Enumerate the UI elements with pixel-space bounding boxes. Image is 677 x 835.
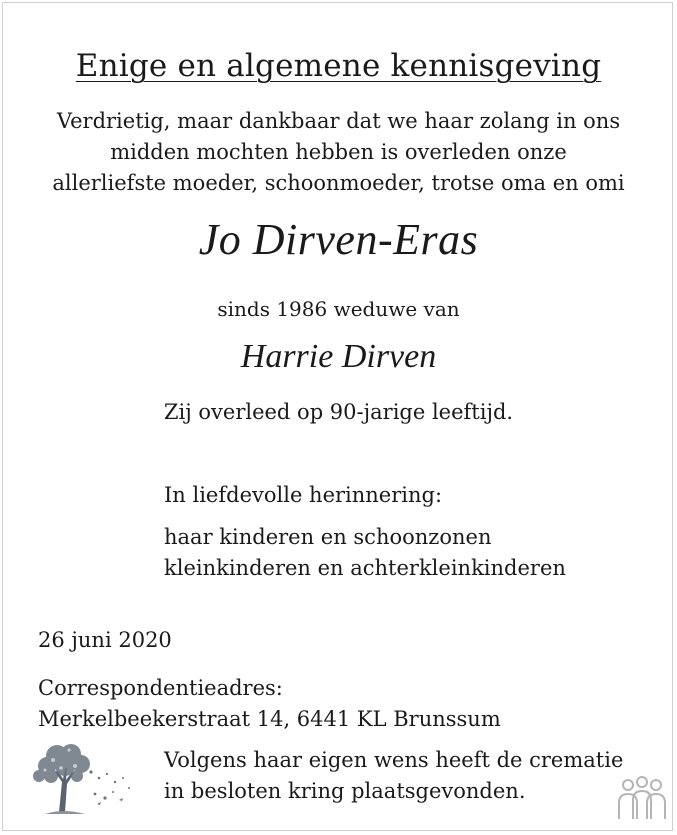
widow-since-text: sinds 1986 weduwe van xyxy=(217,297,460,321)
cremation-line: in besloten kring plaatsgevonden. xyxy=(164,779,526,803)
deceased-name: Jo Dirven-Eras xyxy=(198,215,479,264)
cremation-text xyxy=(164,745,623,807)
address-value: Merkelbeekerstraat 14, 6441 KL Brunssum xyxy=(38,707,501,731)
memory-text: In liefdevolle herinnering: xyxy=(164,483,443,507)
family-line: haar kinderen en schoonzonen xyxy=(164,525,492,549)
family-line: kleinkinderen en achterkleinkinderen xyxy=(164,556,566,580)
address-label: Correspondentieadres: xyxy=(38,676,283,700)
family-list xyxy=(164,522,566,584)
cremation-line: Volgens haar eigen wens heeft de crematie xyxy=(164,748,624,772)
correspondence-address xyxy=(38,673,501,735)
age-text: Zij overleed op 90-jarige leeftijd. xyxy=(163,400,514,424)
tree-icon xyxy=(25,738,140,818)
notice-title: Enige en algemene kennisgeving xyxy=(75,48,602,84)
intro-line: allerliefste moeder, schoonmoeder, trotse oma en omi xyxy=(52,171,625,195)
people-logo-icon xyxy=(616,775,668,823)
intro-line: Verdrietig, maar dankbaar dat we haar zolang in ons xyxy=(56,109,621,133)
intro-line: midden mochten hebben is overleden onze xyxy=(110,140,567,164)
intro-text xyxy=(0,106,677,199)
spouse-name: Harrie Dirven xyxy=(240,338,437,375)
notice-date: 26 juni 2020 xyxy=(38,628,172,652)
